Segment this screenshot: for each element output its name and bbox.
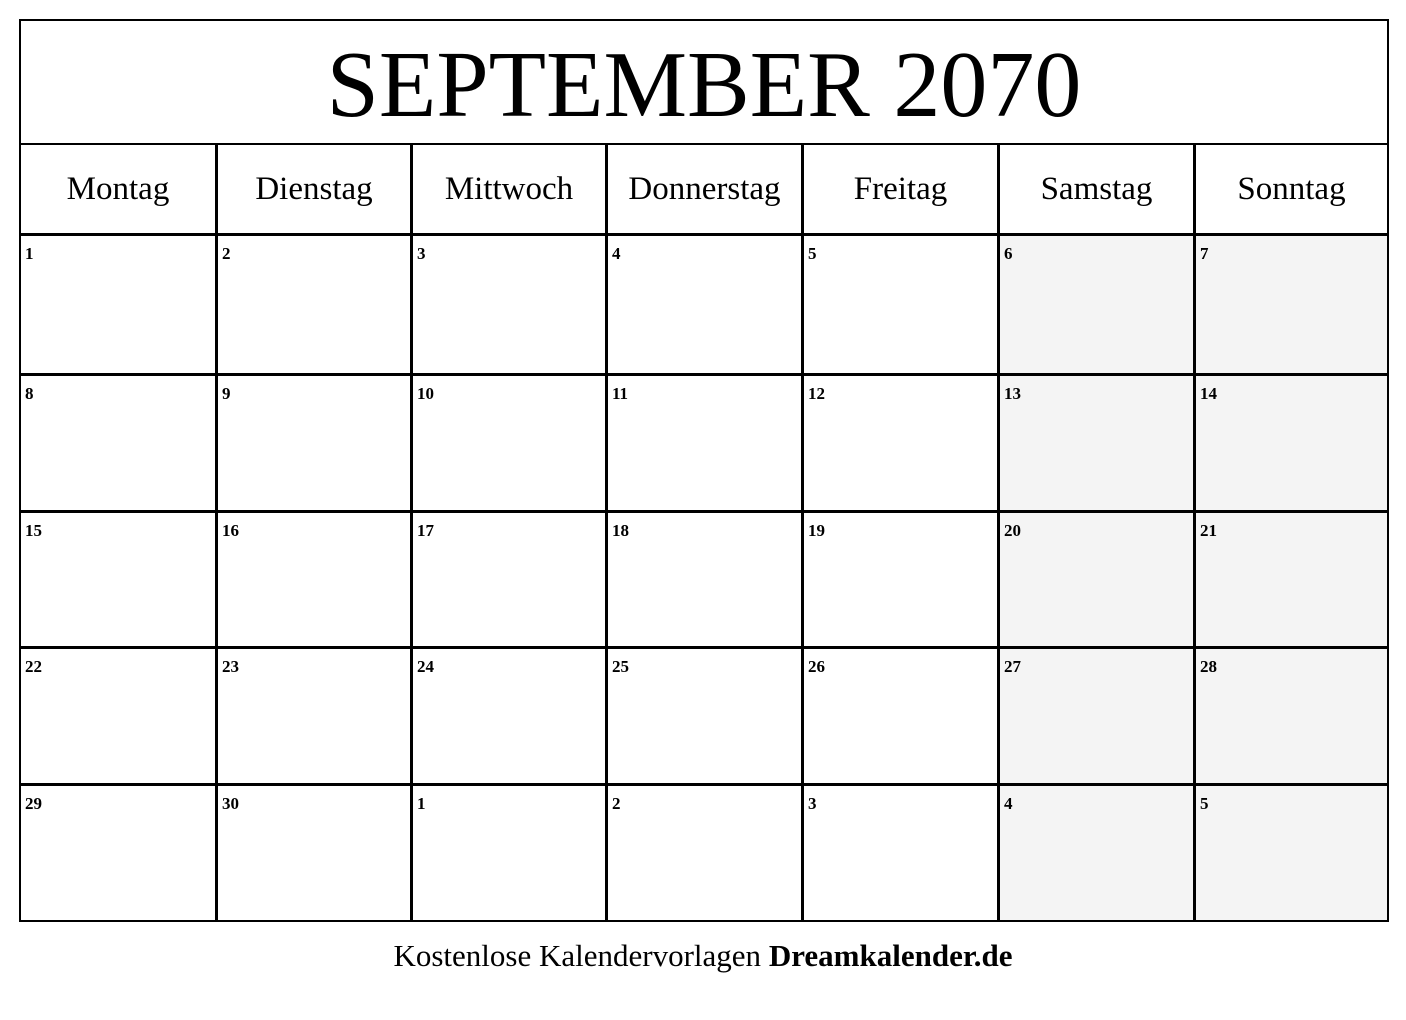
- day-number: 3: [417, 244, 426, 263]
- weekday-header: Dienstag: [215, 145, 410, 233]
- day-number: 29: [25, 794, 42, 814]
- day-number: 6: [1004, 244, 1013, 263]
- day-grid: [21, 236, 1387, 920]
- day-number: 23: [222, 657, 239, 677]
- day-number: 1: [417, 794, 426, 814]
- day-cell[interactable]: [410, 783, 605, 920]
- day-cell[interactable]: [21, 510, 215, 647]
- day-number: 9: [222, 383, 231, 403]
- day-number: 1: [25, 244, 34, 263]
- day-number: 10: [417, 383, 434, 403]
- day-cell[interactable]: [801, 373, 997, 510]
- day-number: 8: [25, 383, 34, 403]
- day-number: 26: [808, 657, 825, 677]
- footer-brand[interactable]: Dreamkalender.de: [768, 938, 1013, 973]
- day-cell[interactable]: [1193, 783, 1387, 920]
- weekday-header: Montag: [66, 170, 170, 207]
- calendar-title: SEPTEMBER 2070: [326, 33, 1082, 137]
- day-cell[interactable]: [21, 373, 215, 510]
- day-number: 2: [612, 794, 621, 814]
- day-cell[interactable]: [410, 373, 605, 510]
- title-bar: [21, 21, 1387, 145]
- day-cell[interactable]: [410, 646, 605, 783]
- weekday-header: Donnerstag: [605, 145, 801, 233]
- day-cell[interactable]: [21, 646, 215, 783]
- day-cell[interactable]: [605, 646, 801, 783]
- day-number: 24: [417, 657, 434, 677]
- day-cell[interactable]: [997, 373, 1193, 510]
- day-cell[interactable]: [997, 783, 1193, 920]
- day-cell[interactable]: [1193, 646, 1387, 783]
- weekday-header: Sonntag: [1193, 145, 1387, 233]
- day-cell[interactable]: [215, 646, 410, 783]
- day-number: 13: [1004, 383, 1021, 403]
- day-cell[interactable]: [21, 783, 215, 920]
- day-number: 4: [1004, 794, 1013, 814]
- weekday-header: Freitag: [801, 145, 997, 233]
- day-number: 5: [808, 244, 817, 263]
- day-cell[interactable]: [215, 510, 410, 647]
- day-number: 5: [1200, 794, 1209, 814]
- day-number: 16: [222, 520, 239, 540]
- day-cell[interactable]: [410, 236, 605, 373]
- day-number: 28: [1200, 657, 1217, 677]
- day-number: 21: [1200, 520, 1217, 540]
- day-cell[interactable]: [605, 783, 801, 920]
- calendar: [19, 19, 1389, 922]
- weekday-header-row: [21, 145, 1387, 236]
- day-cell[interactable]: [605, 236, 801, 373]
- day-cell[interactable]: [605, 373, 801, 510]
- day-number: 12: [808, 383, 825, 403]
- weekday-header: Mittwoch: [410, 145, 605, 233]
- day-number: 30: [222, 794, 239, 814]
- day-number: 19: [808, 520, 825, 540]
- day-cell[interactable]: [1193, 236, 1387, 373]
- day-cell[interactable]: [997, 236, 1193, 373]
- day-number: 17: [417, 520, 434, 540]
- day-number: 2: [222, 244, 231, 263]
- day-cell[interactable]: [215, 783, 410, 920]
- day-number: 22: [25, 657, 42, 677]
- day-cell[interactable]: [215, 373, 410, 510]
- day-cell[interactable]: [801, 236, 997, 373]
- day-number: 7: [1200, 244, 1209, 263]
- day-number: 18: [612, 520, 629, 540]
- weekday-header: Samstag: [997, 145, 1193, 233]
- day-cell[interactable]: [801, 646, 997, 783]
- day-cell[interactable]: [1193, 510, 1387, 647]
- day-cell[interactable]: [215, 236, 410, 373]
- day-cell[interactable]: [605, 510, 801, 647]
- day-number: 27: [1004, 657, 1021, 677]
- day-cell[interactable]: [801, 510, 997, 647]
- day-number: 11: [612, 383, 629, 403]
- day-cell[interactable]: [410, 510, 605, 647]
- day-number: 14: [1200, 383, 1217, 403]
- day-number: 20: [1004, 520, 1021, 540]
- day-cell[interactable]: [1193, 373, 1387, 510]
- footer-text: Kostenlose Kalendervorlagen: [393, 938, 762, 973]
- day-cell[interactable]: [801, 783, 997, 920]
- day-cell[interactable]: [997, 646, 1193, 783]
- day-cell[interactable]: [21, 236, 215, 373]
- day-number: 3: [808, 794, 817, 814]
- day-number: 4: [612, 244, 621, 263]
- day-number: 25: [612, 657, 629, 677]
- day-number: 15: [25, 520, 42, 540]
- footer: [0, 938, 1406, 974]
- day-cell[interactable]: [997, 510, 1193, 647]
